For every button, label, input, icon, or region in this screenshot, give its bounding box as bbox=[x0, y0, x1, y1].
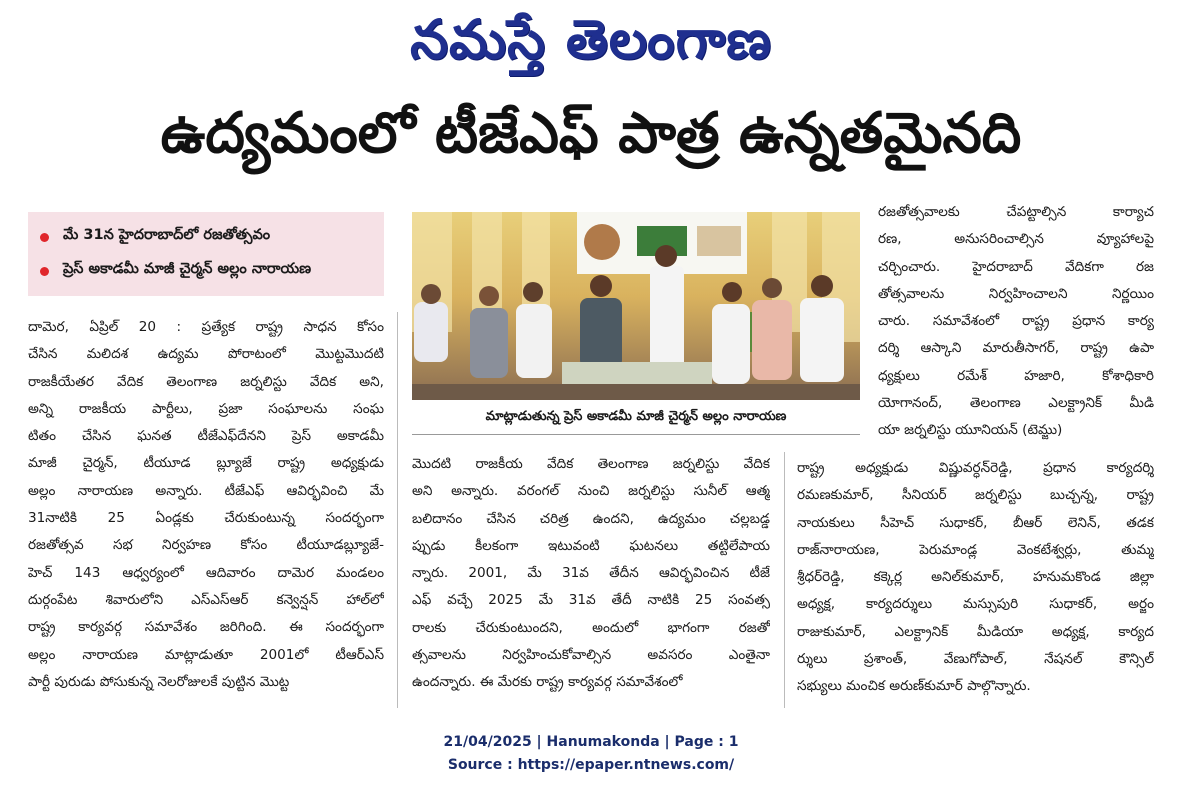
meeting-photo-illustration bbox=[412, 212, 860, 400]
article-line: యోగానంద్, తెలంగాణ ఎలక్ట్రానిక్ మీడి bbox=[878, 395, 1154, 412]
column-divider bbox=[784, 452, 785, 708]
article-line: ధ్యక్షులు రమేశ్ హజారి, కోశాధికారి bbox=[878, 367, 1154, 384]
article-line: తోత్సవాలను నిర్వహించాలని నిర్ణయిం bbox=[878, 285, 1154, 302]
highlight-item bbox=[40, 220, 376, 254]
highlight-text: మే 31న హైదరాబాద్‌లో రజతోత్సవం bbox=[63, 227, 271, 243]
bullet-icon bbox=[40, 233, 49, 242]
article-line: రాష్ట్ర అధ్యక్షుడు విష్ణువర్ధన్‌రెడ్డి, ప్రధాన కార్యదర్శి bbox=[797, 460, 1154, 476]
article-line: హెచ్ 143 ఆధ్వర్యంలో ఆదివారం దామెర మండలం bbox=[28, 564, 384, 581]
footer-edition-info: 21/04/2025 | Hanumakonda | Page : 1 bbox=[443, 734, 739, 750]
highlights-box bbox=[28, 212, 384, 296]
article-line: దుర్గంపేట శివారులోని ఎస్ఎస్ఆర్ కన్వెన్షన్ హాల్‌లో bbox=[28, 591, 384, 608]
article-column-2 bbox=[412, 451, 770, 697]
article-line: అని అన్నారు. వరంగల్ నుంచి జర్నలిస్టు సునీల్ ఆత్మ bbox=[412, 483, 770, 500]
article-column-3 bbox=[878, 199, 1154, 445]
article-line: రాష్ట్ర కార్యవర్గ సమావేశం జరిగింది. ఈ సందర్భంగా bbox=[28, 619, 384, 636]
caption-divider bbox=[412, 434, 860, 435]
bullet-icon bbox=[40, 267, 49, 276]
article-line: ఉందన్నారు. ఈ మేరకు రాష్ట్ర కార్యవర్గ సమావేశంలో bbox=[412, 674, 683, 691]
article-line: పార్టీ పురుడు పోసుకున్న నెలరోజులకే పుట్టిన మొట్ట bbox=[28, 673, 290, 690]
article-line: చారు. సమావేశంలో రాష్ట్ర ప్రధాన కార్య bbox=[878, 313, 1154, 330]
photo-caption: మాట్లాడుతున్న ప్రెస్ అకాడమీ మాజీ చైర్మన్ అల్లం నారాయణ bbox=[485, 409, 787, 424]
article-column-4 bbox=[797, 455, 1154, 701]
article-line: టితం చేసిన ఘనత టీజేఎఫ్‌దేనని ప్రెస్ అకాడమీ bbox=[28, 428, 384, 445]
article-line: ర్శులు ప్రశాంత్, వేణుగోపాల్, నేషనల్ కౌన్సిల్ bbox=[797, 651, 1154, 668]
footer-source: Source : https://epaper.ntnews.com/ bbox=[447, 757, 735, 773]
article-line: బలిదానం చేసిన చరిత్ర ఉందని, ఉద్యమం చల్లబడ్డ bbox=[412, 510, 770, 527]
article-line: చర్చించారు. హైదరాబాద్ వేదికగా రజ bbox=[878, 258, 1154, 275]
article-line: రాజకీయేతర వేదిక తెలంగాణ జర్నలిస్టు వేదిక అని, bbox=[28, 373, 384, 390]
article-line: శ్రీధర్‌రెడ్డి, కక్కెర్ల అనిల్‌కుమార్, హనుమకొండ జిల్లా bbox=[797, 569, 1154, 586]
article-line: రజతోత్సవ సభ నిర్వహణ కోసం టీయూడబ్ల్యూజే- bbox=[28, 537, 384, 554]
article-headline: ఉద్యమంలో టీజేఎఫ్ పాత్ర ఉన్నతమైనది bbox=[160, 101, 1022, 166]
article-photo bbox=[412, 212, 860, 400]
article-line: న్నారు. 2001, మే 31వ తేదీన ఆవిర్భవించిన టీజే bbox=[412, 565, 770, 582]
article-line: మొదటి రాజకీయ వేదిక తెలంగాణ జర్నలిస్టు వేదిక bbox=[412, 456, 770, 472]
article-line: రణ, అనుసరించాల్సిన వ్యూహాలపై bbox=[878, 231, 1154, 248]
column-divider bbox=[397, 312, 398, 708]
article-line: అధ్యక్ష, కార్యదర్శులు మస్సుపురి సుధాకర్, అర్జం bbox=[797, 596, 1154, 613]
article-line: అన్ని రాజకీయ పార్టీలు, ప్రజా సంఘాలను సంఘ bbox=[28, 400, 384, 417]
highlight-text: ప్రెస్ అకాడమీ మాజీ చైర్మన్ అల్లం నారాయణ bbox=[63, 261, 312, 277]
article-line: మాజీ చైర్మన్, టీయూడ బ్ల్యూజే రాష్ట్ర అధ్యక్షుడు bbox=[28, 455, 384, 472]
article-line: రాజ్‌నారాయణ, పెరుమాండ్ల వెంకటేశ్వర్లు, తుమ్మ bbox=[797, 541, 1154, 558]
article-line: దామెర, ఏప్రిల్ 20 : ప్రత్యేక రాష్ట్ర సాధన కోసం bbox=[28, 319, 384, 335]
article-line: అల్లం నారాయణ అన్నారు. టీజేఎఫ్ ఆవిర్భవించి మే bbox=[28, 482, 384, 499]
article-line: 31నాటికి 25 ఏండ్లకు చేరుకుంటున్న సందర్భంగా bbox=[28, 510, 384, 527]
article-line: రాజుకుమార్, ఎలక్ట్రానిక్ మీడియా అధ్యక్ష, కార్యద bbox=[797, 623, 1154, 640]
article-line: రాలకు చేరుకుంటుందని, అందులో భాగంగా రజతో bbox=[412, 619, 770, 636]
highlight-item bbox=[40, 254, 376, 288]
newspaper-masthead: నమస్తే తెలంగాణ bbox=[410, 7, 772, 71]
article-line: నాయకులు సీహెచ్ సుధాకర్, బీఆర్ లెనిన్, తడక bbox=[797, 514, 1154, 531]
article-line: రజతోత్సవాలకు చేపట్టాల్సిన కార్యాచ bbox=[878, 204, 1154, 220]
article-line: త్సవాలను నిర్వహించుకోవాల్సిన అవసరం ఎంతైనా bbox=[412, 647, 770, 664]
article-line: అల్లం నారాయణ మాట్లాడుతూ 2001లో టీఆర్ఎస్ bbox=[28, 646, 384, 663]
article-line: సభ్యులు మంచిక అరుణ్‌కుమార్ పాల్గొన్నారు. bbox=[797, 678, 1031, 695]
article-line: దర్శి ఆస్కాని మారుతీసాగర్, రాష్ట్ర ఉపా bbox=[878, 340, 1154, 357]
article-column-1 bbox=[28, 314, 384, 696]
article-line: రమణకుమార్, సీనియర్ జర్నలిస్టు బుచ్చన్న, రాష్ట్ర bbox=[797, 487, 1154, 504]
article-line: చేసిన మలిదశ ఉద్యమ పోరాటంలో మొట్టమొదటి bbox=[28, 346, 384, 363]
article-line: ఎఫ్ వచ్చే 2025 మే 31వ తేదీ నాటికి 25 సంవత్స bbox=[412, 592, 770, 609]
article-line: ప్పుడు కీలకంగా ఇటువంటి ఘటనలు తట్టిలేపాయ bbox=[412, 537, 770, 554]
article-line: యా జర్నలిస్టు యూనియన్ (టెమ్జు) bbox=[878, 422, 1063, 439]
